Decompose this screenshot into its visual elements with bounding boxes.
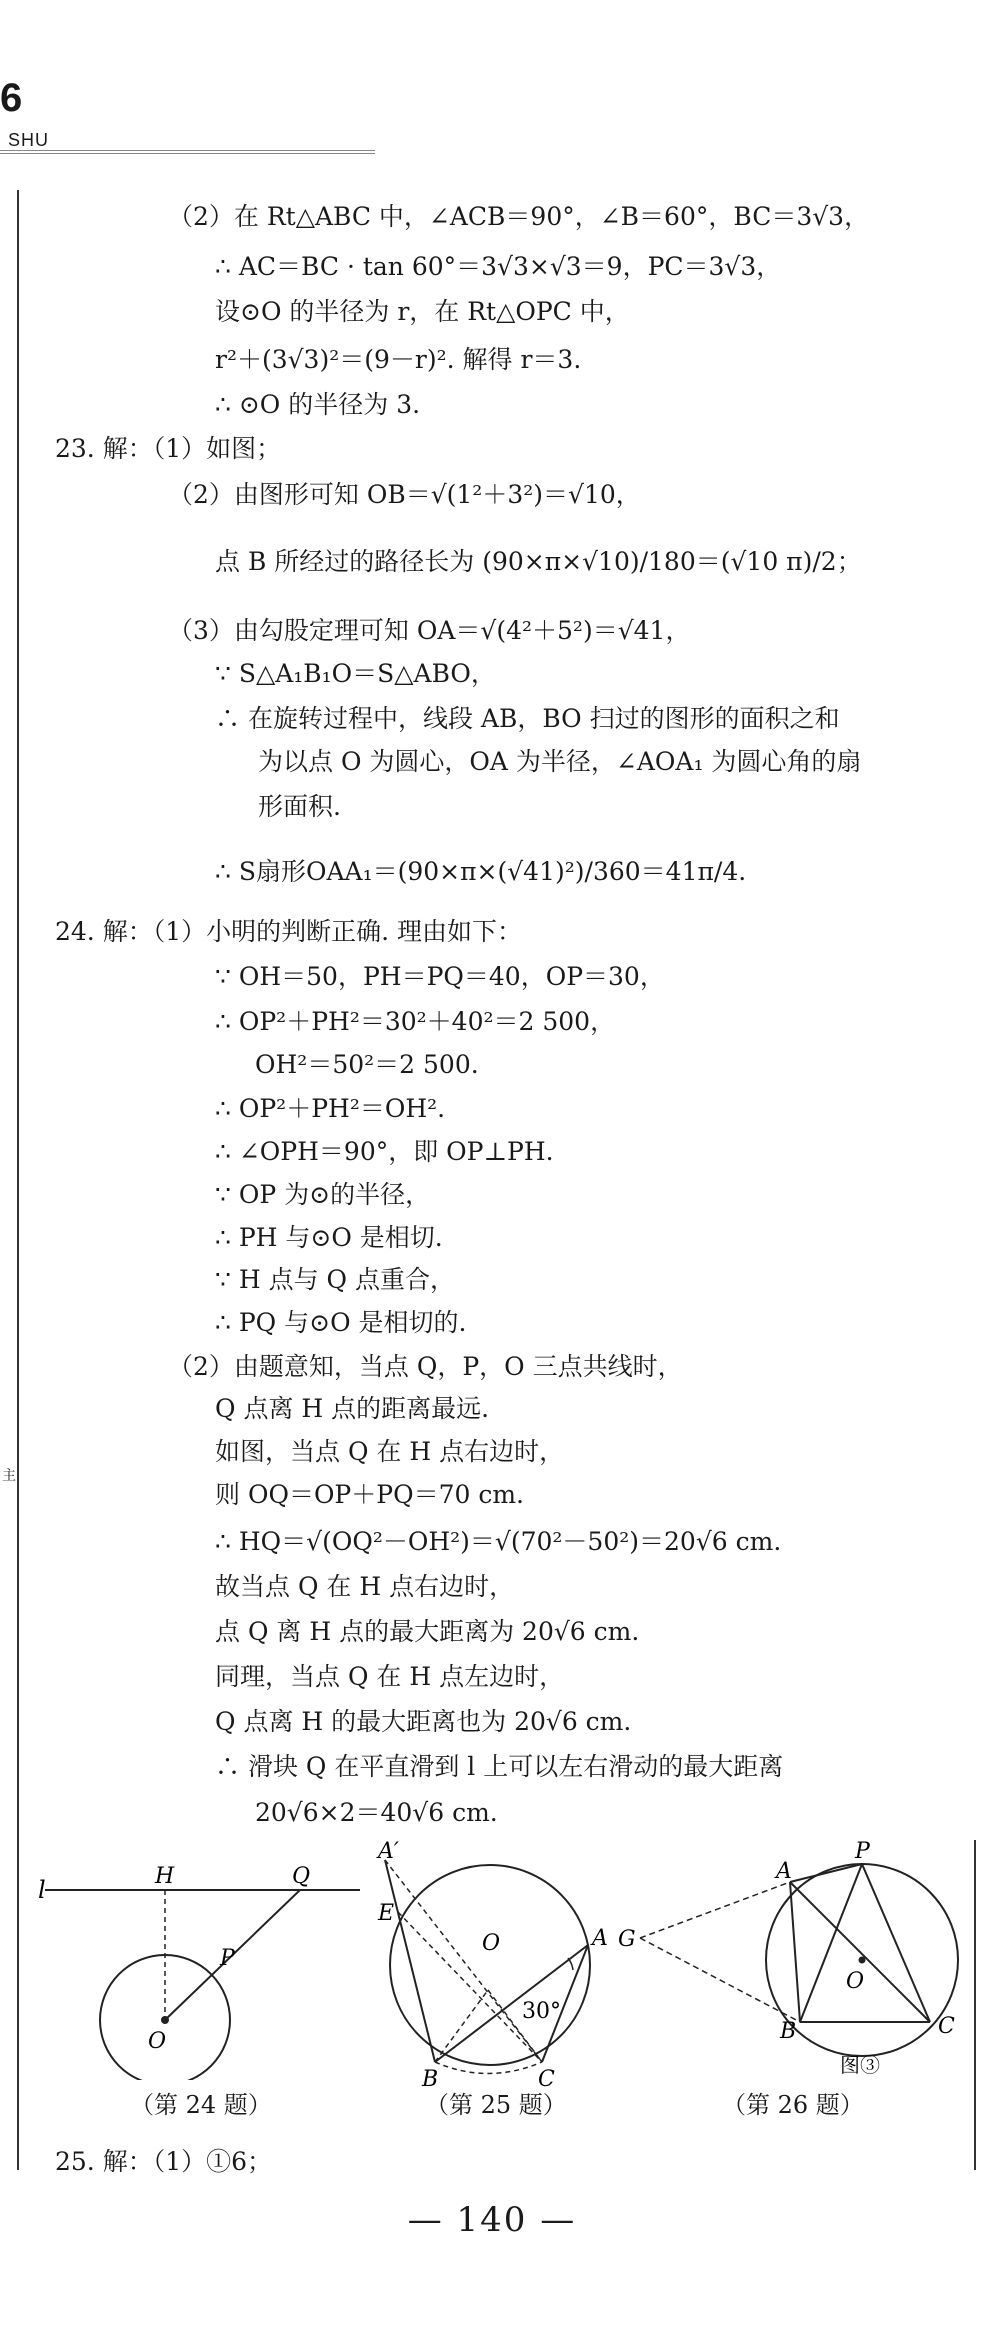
text-line: ∴ PH 与⊙O 是相切.: [215, 1223, 443, 1252]
segment-ec: [398, 1912, 542, 2062]
text-line: （3）由勾股定理可知 OA＝√(4²＋5²)＝√41，: [168, 616, 691, 645]
text-line: ∵ S△A₁B₁O＝S△ABO，: [215, 659, 496, 688]
header-rule: [0, 150, 375, 154]
text-line: Q 点离 H 的最大距离也为 20√6 cm.: [215, 1707, 632, 1736]
text-line: 如图，当点 Q 在 H 点右边时，: [215, 1437, 565, 1466]
right-margin-line: [974, 1840, 976, 2170]
label-a: A: [592, 1926, 608, 1951]
tangent-ga: [640, 1882, 790, 1938]
margin-mark: 主: [2, 1468, 16, 1484]
caption-25: （第 25 题）: [425, 2091, 567, 2119]
segment-pb: [800, 1864, 865, 2022]
text-line: r²＋(3√3)²＝(9－r)². 解得 r＝3.: [215, 345, 582, 374]
segment-a1b: [385, 1860, 435, 2062]
header-subtitle: SHU: [8, 130, 50, 150]
segment-bo: [435, 1990, 488, 2062]
text-line: 为以点 O 为圆心，OA 为半径，∠AOA₁ 为圆心角的扇: [258, 747, 862, 776]
segment-ac: [790, 1882, 930, 2022]
text-line: ∵ H 点与 Q 点重合，: [215, 1265, 455, 1294]
text-line: ∴ 滑块 Q 在平直滑到 l 上可以左右滑动的最大距离: [215, 1752, 784, 1781]
figure-25: [360, 1840, 620, 2090]
text-line: 23. 解：（1）如图；: [55, 434, 282, 463]
text-line: （2）由图形可知 OB＝√(1²＋3²)＝√10，: [168, 480, 641, 509]
caption-26: （第 26 题）: [722, 2091, 864, 2119]
point-o: [161, 2016, 169, 2024]
label-o: O: [148, 2029, 167, 2054]
text-line: ∴ S扇形OAA₁＝(90×π×(√41)²)/360＝41π/4.: [215, 857, 747, 886]
inner-caption: 图③: [840, 2053, 880, 2077]
text-line: ∴ 在旋转过程中，线段 AB，BO 扫过的图形的面积之和: [215, 704, 840, 733]
label-l: l: [38, 1876, 46, 1904]
segment-ap: [790, 1864, 862, 1882]
text-line: 20√6×2＝40√6 cm.: [255, 1798, 498, 1827]
figure-24: [30, 1850, 370, 2080]
label-p: P: [220, 1946, 235, 1971]
text-line: 则 OQ＝OP＋PQ＝70 cm.: [215, 1480, 524, 1509]
label-o: O: [482, 1931, 501, 1956]
segment-pc: [862, 1864, 930, 2022]
segment-ab: [790, 1882, 800, 2022]
label-b: B: [422, 2067, 439, 2090]
text-line: （2）在 Rt△ABC 中，∠ACB＝90°，∠B＝60°，BC＝3√3，: [168, 202, 870, 231]
left-margin-line: [17, 190, 19, 2170]
text-line: 25. 解：（1）①6；: [55, 2147, 273, 2176]
label-c: C: [938, 2014, 955, 2039]
text-line: ∴ ⊙O 的半径为 3.: [215, 390, 421, 419]
angle-arc: [568, 1958, 573, 1970]
point-o: [859, 1957, 866, 1964]
figure-26: [600, 1830, 970, 2090]
circle-o: [390, 1865, 590, 2065]
label-q: Q: [292, 1864, 311, 1889]
label-angle: 30°: [522, 1999, 561, 2024]
text-line: ∴ HQ＝√(OQ²－OH²)＝√(70²－50²)＝20√6 cm.: [215, 1527, 782, 1556]
text-line: ∵ OH＝50，PH＝PQ＝40，OP＝30，: [215, 962, 665, 991]
label-g: G: [618, 1927, 636, 1952]
header-mark: 6: [0, 76, 23, 120]
label-a: A: [776, 1859, 792, 1884]
segment-a1c: [385, 1860, 542, 2062]
text-line: ∴ OP²＋PH²＝30²＋40²＝2 500，: [215, 1007, 616, 1036]
caption-24: （第 24 题）: [130, 2091, 272, 2119]
text-line: OH²＝50²＝2 500.: [255, 1050, 479, 1079]
label-e: E: [378, 1901, 395, 1926]
label-c: C: [538, 2067, 555, 2090]
label-a1: A′: [378, 1840, 399, 1864]
text-line: 同理，当点 Q 在 H 点左边时，: [215, 1662, 565, 1691]
text-line: ∴ AC＝BC · tan 60°＝3√3×√3＝9，PC＝3√3，: [215, 252, 782, 281]
page-number: — 140 —: [407, 2200, 577, 2240]
text-line: Q 点离 H 点的距离最远.: [215, 1394, 490, 1423]
tangent-gb: [640, 1938, 800, 2022]
text-line: ∵ OP 为⊙的半径，: [215, 1180, 431, 1209]
text-line: ∴ ∠OPH＝90°，即 OP⊥PH.: [215, 1137, 554, 1166]
arc-bc: [435, 2062, 542, 2074]
label-p: P: [855, 1839, 870, 1864]
text-line: 点 B 所经过的路径长为 (90×π×√10)/180＝(√10 π)/2；: [215, 547, 862, 576]
text-line: 形面积.: [258, 792, 341, 821]
label-o: O: [846, 1969, 865, 1994]
text-line: 设⊙O 的半径为 r，在 Rt△OPC 中，: [215, 297, 630, 326]
text-line: ∴ PQ 与⊙O 是相切的.: [215, 1308, 467, 1337]
text-line: 24. 解：（1）小明的判断正确. 理由如下：: [55, 917, 523, 946]
text-line: 故当点 Q 在 H 点右边时，: [215, 1572, 515, 1601]
text-line: ∴ OP²＋PH²＝OH².: [215, 1094, 446, 1123]
label-b: B: [780, 2019, 797, 2044]
text-line: 点 Q 离 H 点的最大距离为 20√6 cm.: [215, 1617, 640, 1646]
text-line: （2）由题意知，当点 Q，P，O 三点共线时，: [168, 1352, 683, 1381]
label-h: H: [155, 1864, 175, 1889]
